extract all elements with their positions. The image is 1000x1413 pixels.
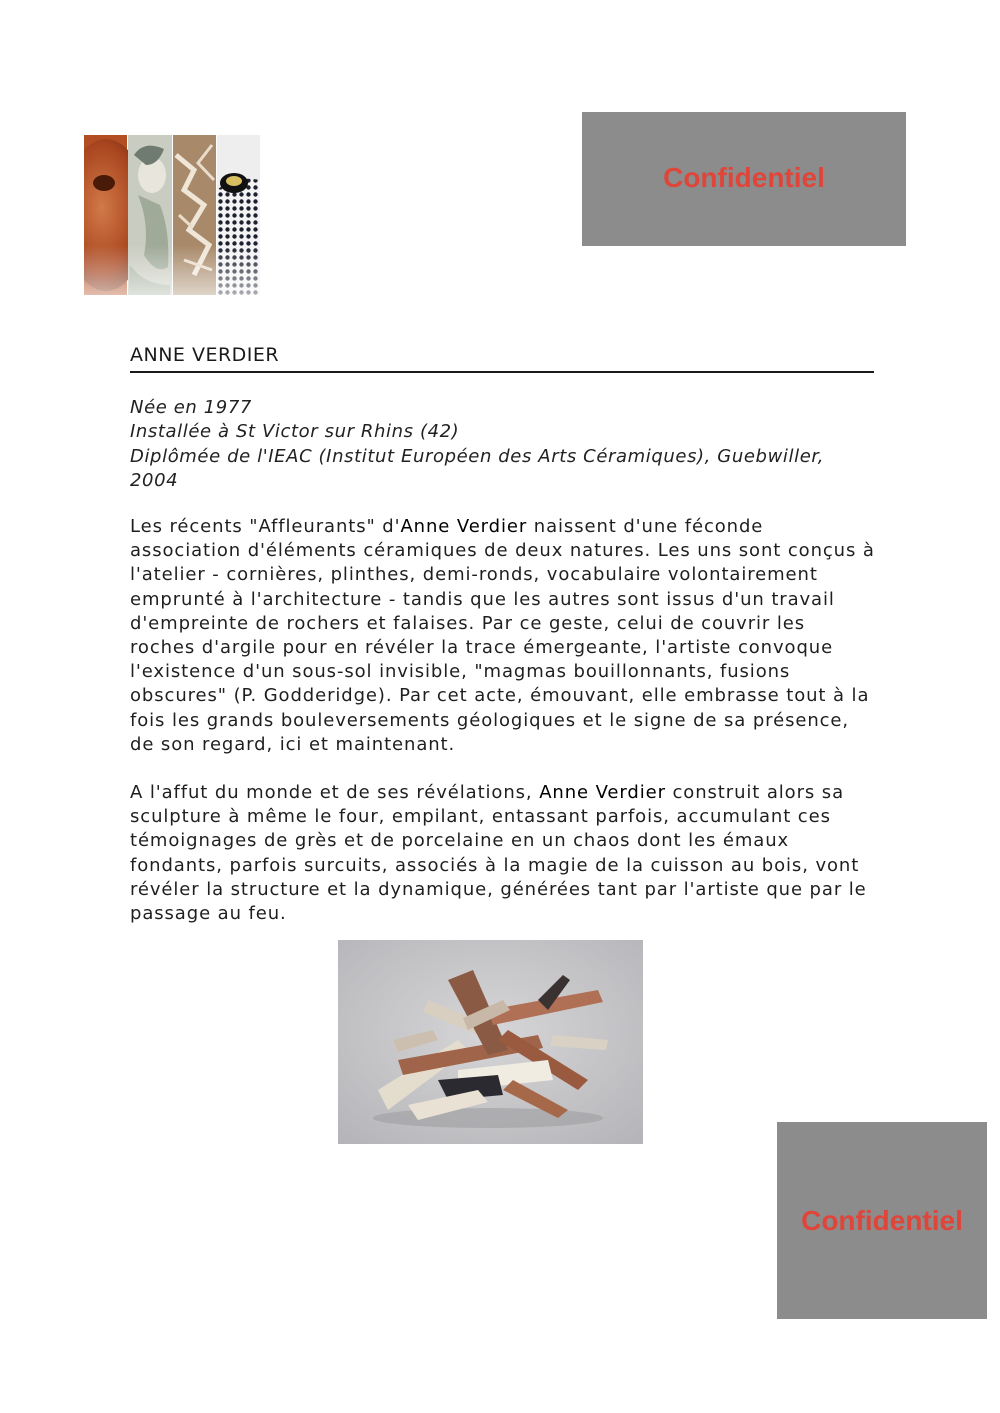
description-paragraph-2 [130, 781, 876, 926]
p2-text-start: A l'affut du monde et de ses révélations, [130, 782, 540, 803]
p1-text-start: Les récents "Affleurants" d' [130, 516, 401, 537]
artist-name-inline: Anne Verdier [539, 782, 666, 803]
bio-line: Installée à St Victor sur Rhins (42) [130, 421, 460, 443]
artist-name-inline: Anne Verdier [400, 516, 528, 537]
bio-line: 2004 [130, 469, 179, 491]
p2-text-end: construit alors sa sculpture à même le four, empilant, entassant parfois, accumulant ces témoignages de grès et de porcelaine en un chaos dont les émaux fondants, parfois surcuits, associés à la magie de la cuisson au bois, vont révéler la structure et la dynamique, générées tant par l'artiste que par le passage au feu. [130, 782, 867, 925]
artist-name-heading: ANNE VERDIER [130, 344, 874, 373]
bio-line: Née en 1977 [130, 397, 252, 418]
bio-line: Diplômée de l'IEAC (Institut Européen des Arts Céramiques), Guebwiller, [130, 445, 825, 467]
ceramics-logo [84, 135, 260, 320]
p1-text-end: naissent d'une féconde association d'éléments céramiques de deux natures. Les uns sont conçus à l'atelier - cornières, plinthes, demi-ronds, vocabulaire volontairement emprunté à l'architecture - tandis que les autres sont issus d'un travail d'empreinte de rochers et falaises. Par ce geste, celui de couvrir les roches d'argile pour en révéler la trace émergeante, l'artiste convoque l'existence d'un sous-sol invisible, "magmas bouillonnants, fusions obscures" (P. Godderidge). Par cet acte, émouvant, elle embrasse tout à la fois les grands bouleversements géologiques et le signe de sa présence, de son regard, ici et maintenant. [130, 516, 875, 755]
confidential-watermark-bottom: Confidentiel [777, 1122, 987, 1319]
sculpture-photo [338, 940, 643, 1144]
artist-bio [130, 396, 850, 493]
description-paragraph-1 [130, 515, 876, 757]
confidential-watermark-top: Confidentiel [582, 112, 906, 246]
